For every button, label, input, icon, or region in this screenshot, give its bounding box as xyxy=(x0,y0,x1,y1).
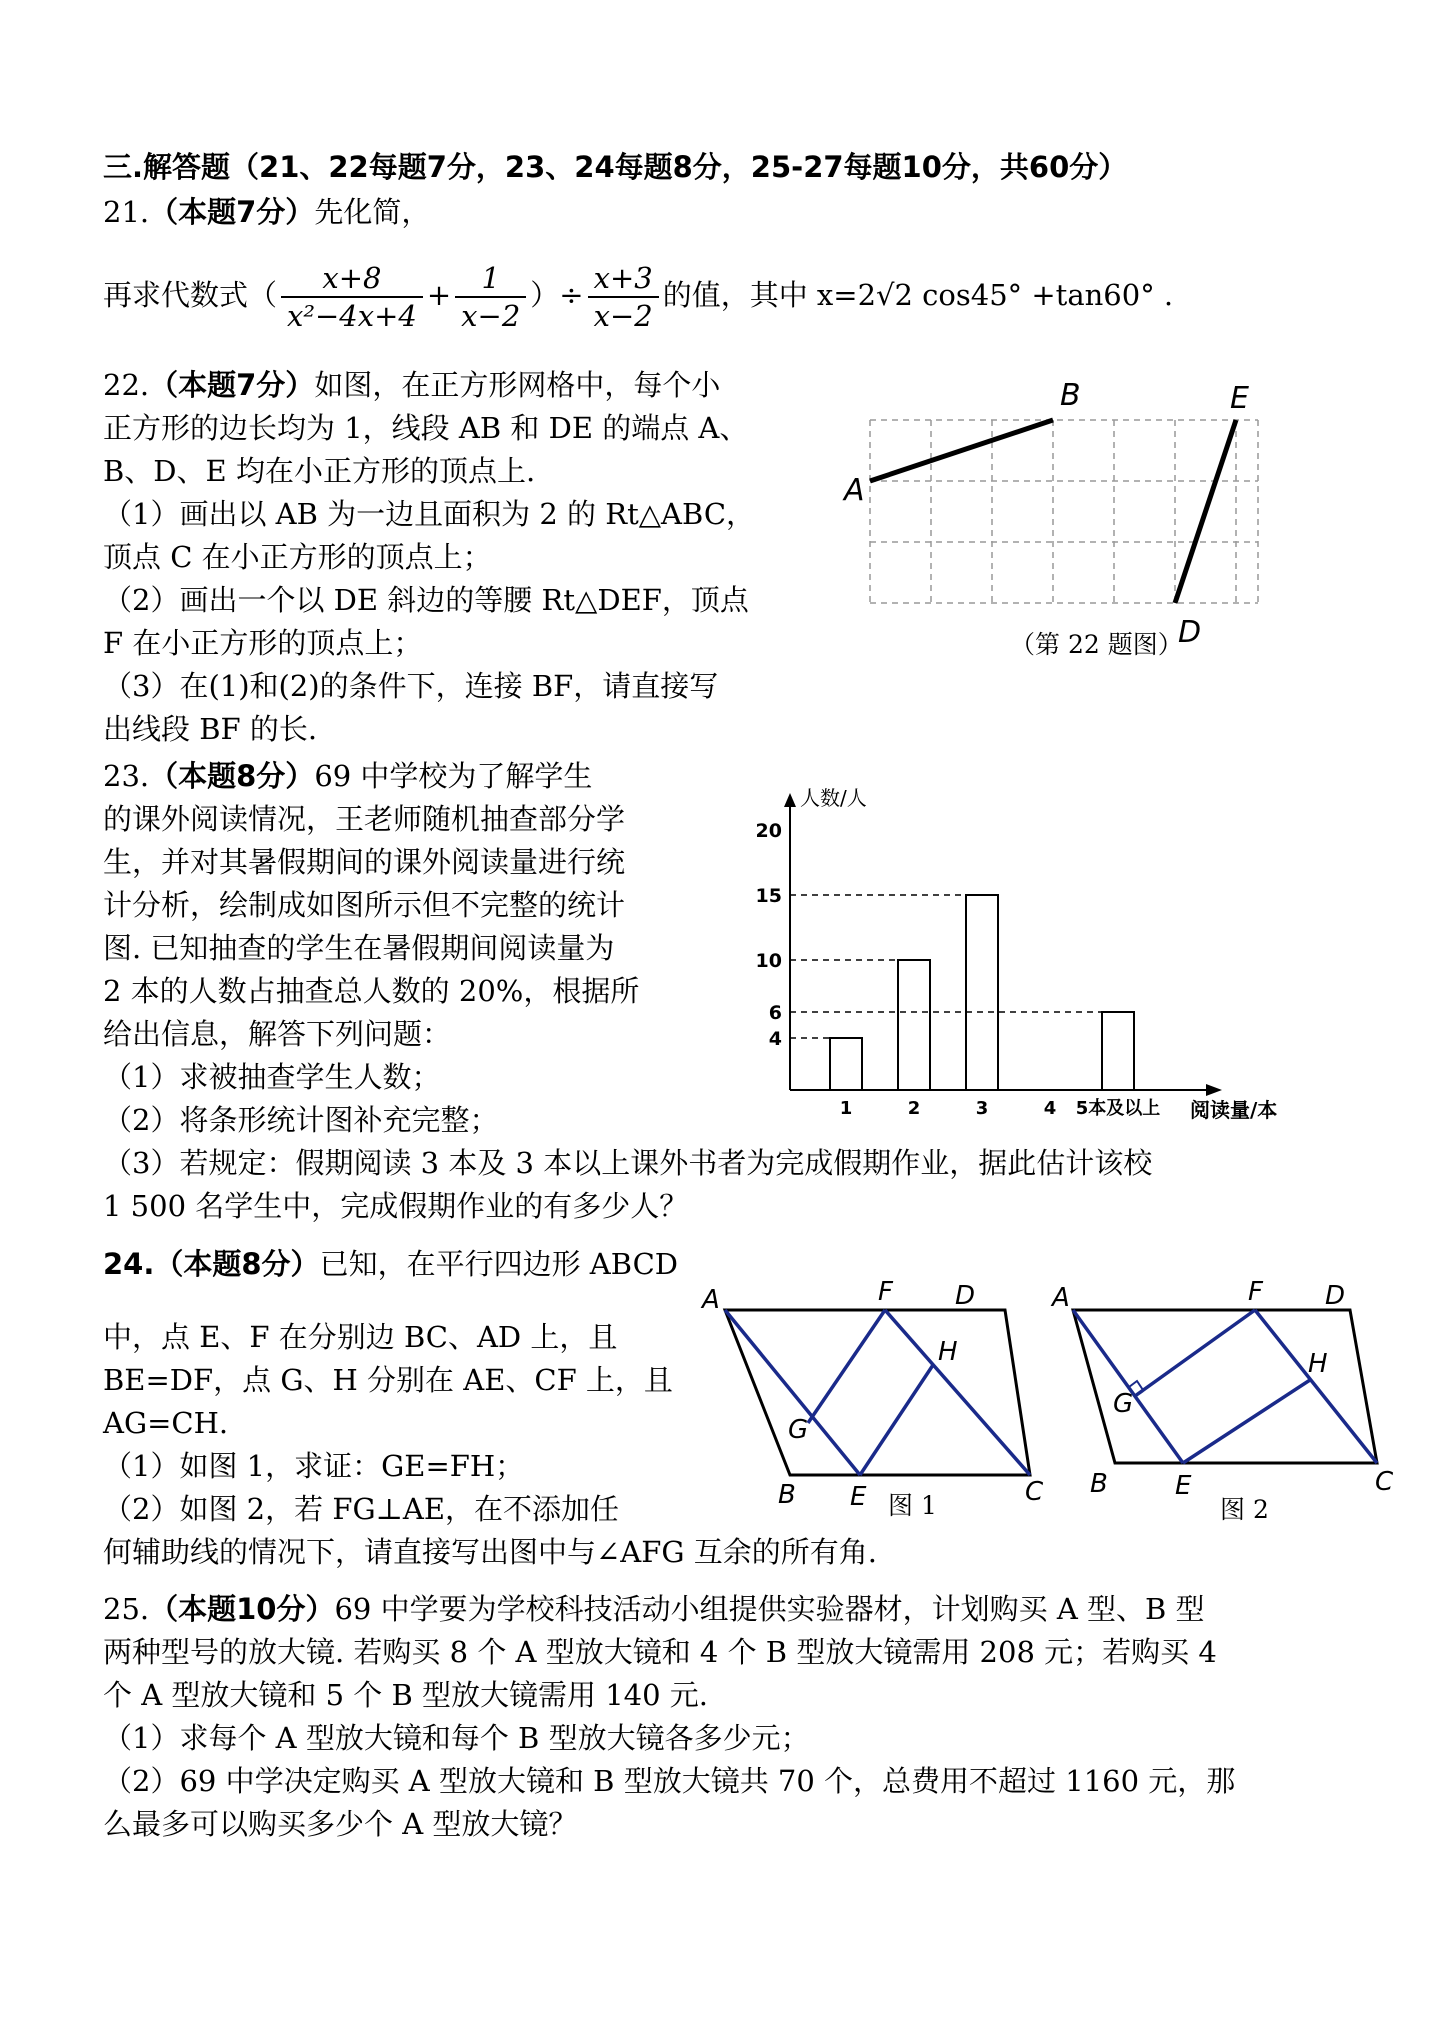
figure-2-caption: 图 2 xyxy=(1220,1495,1269,1524)
y-axis-label: 人数/人 xyxy=(800,786,867,810)
label-b: B xyxy=(1060,378,1081,413)
q22-line-1: 正方形的边长均为 1，线段 AB 和 DE 的端点 A、 xyxy=(103,411,749,445)
frac3-denominator: x−2 xyxy=(593,299,653,333)
segment-gf xyxy=(808,1310,885,1423)
q23-points: （本题8分） xyxy=(149,759,315,793)
q24-points: （本题8分） xyxy=(154,1247,320,1281)
q23-line-9: （3）若规定：假期阅读 3 本及 3 本以上课外书者为完成假期作业，据此估计该校 xyxy=(103,1146,1153,1180)
fig2-segment-cf xyxy=(1255,1310,1377,1463)
q24-line-6: 何辅助线的情况下，请直接写出图中与∠AFG 互余的所有角. xyxy=(103,1535,877,1569)
x-tick-label: 3 xyxy=(975,1098,989,1119)
q23-line-6: 给出信息，解答下列问题： xyxy=(103,1017,452,1051)
y-tick-label: 10 xyxy=(755,950,782,972)
q21-number: 21. xyxy=(103,195,150,229)
q22-points: （本题7分） xyxy=(149,368,315,402)
q25-number: 25. xyxy=(103,1592,150,1626)
segment-de xyxy=(1175,420,1236,603)
figure-1-caption: 图 1 xyxy=(888,1491,937,1520)
q25-line-2: 个 A 型放大镜和 5 个 B 型放大镜需用 140 元. xyxy=(103,1678,709,1712)
bar xyxy=(1102,1012,1134,1090)
q23-line-8: （2）将条形统计图补充完整； xyxy=(103,1103,499,1137)
y-axis-arrow xyxy=(784,793,796,807)
x-axis-label: 阅读量/本 xyxy=(1190,1098,1278,1122)
q21-suffix: 的值，其中 x=2√2 cos45° +tan60° . xyxy=(662,278,1174,312)
fig2-segment-eh xyxy=(1183,1380,1310,1463)
plus-sign: + xyxy=(426,278,452,312)
q21-frac-1 xyxy=(281,260,423,334)
q23-text: 69 中学校为了解学生 xyxy=(314,759,593,793)
q22-line-7: （3）在(1)和(2)的条件下，连接 BF，请直接写 xyxy=(103,669,719,703)
fig2-label-c: C xyxy=(1375,1467,1394,1497)
q21-prefix: 再求代数式（ xyxy=(103,278,278,312)
q22-grid-figure xyxy=(830,370,1300,650)
q22-line-0 xyxy=(103,366,720,404)
fig1-label-c: C xyxy=(1025,1477,1044,1507)
label-a: A xyxy=(844,473,865,508)
y-tick-label: 15 xyxy=(755,885,782,907)
q24-number: 24. xyxy=(103,1247,155,1281)
fig2-label-h: H xyxy=(1308,1349,1328,1379)
fig1-label-b: B xyxy=(778,1480,796,1510)
q23-number: 23. xyxy=(103,759,150,793)
fig1-label-e: E xyxy=(850,1482,867,1510)
frac1-denominator: x²−4x+4 xyxy=(287,299,417,333)
q22-number: 22. xyxy=(103,368,150,402)
fig2-segment-ae xyxy=(1073,1310,1183,1463)
q25-text: 69 中学要为学校科技活动小组提供实验器材，计划购买 A 型、B 型 xyxy=(334,1592,1205,1626)
q21-points: （本题7分） xyxy=(149,195,315,229)
q23-line-4: 图. 已知抽查的学生在暑假期间阅读量为 xyxy=(103,931,615,965)
q25-line-5: 么最多可以购买多少个 A 型放大镜？ xyxy=(103,1807,578,1841)
fig1-label-a: A xyxy=(702,1285,720,1315)
q25-line-0 xyxy=(103,1590,1205,1628)
y-tick-label: 6 xyxy=(768,1002,782,1024)
q24-line-2: BE=DF，点 G、H 分别在 AE、CF 上，且 xyxy=(103,1363,673,1397)
segment-eh xyxy=(860,1365,933,1475)
q22-line-4: 顶点 C 在小正方形的顶点上； xyxy=(103,540,492,574)
q21-line-1 xyxy=(103,193,430,231)
q25-points: （本题10分） xyxy=(149,1592,335,1626)
fig1-label-d: D xyxy=(955,1281,976,1311)
y-tick-label: 20 xyxy=(755,820,782,842)
q25-line-4: （2）69 中学决定购买 A 型放大镜和 B 型放大镜共 70 个，总费用不超过 1160 元，那 xyxy=(103,1764,1236,1798)
frac3-numerator: x+3 xyxy=(588,260,659,298)
fig2-segment-gf xyxy=(1135,1310,1255,1396)
frac1-numerator: x+8 xyxy=(281,260,423,298)
q23-line-10: 1 500 名学生中，完成假期作业的有多少人？ xyxy=(103,1189,689,1223)
q21-expression xyxy=(103,257,1173,334)
fig2-label-a: A xyxy=(1052,1283,1070,1313)
x-tick-label: 5本及以上 xyxy=(1075,1098,1161,1119)
q21-frac-3 xyxy=(588,260,659,334)
q23-line-5: 2 本的人数占抽查总人数的 20%，根据所 xyxy=(103,974,640,1008)
q22-figure-caption: （第 22 题图） xyxy=(1010,630,1183,659)
q24-line-0 xyxy=(103,1245,678,1283)
q21-text: 先化简， xyxy=(314,195,431,229)
q23-line-2: 生，并对其暑假期间的课外阅读量进行统 xyxy=(103,845,626,879)
bar xyxy=(830,1038,862,1090)
label-d: D xyxy=(1178,615,1202,650)
q22-line-5: （2）画出一个以 DE 斜边的等腰 Rt△DEF，顶点 xyxy=(103,583,749,617)
q21-frac-2 xyxy=(455,260,526,334)
x-tick-label: 2 xyxy=(907,1098,921,1119)
fig1-label-h: H xyxy=(938,1337,958,1367)
q24-text: 已知，在平行四边形 ABCD xyxy=(319,1247,679,1281)
q25-line-1: 两种型号的放大镜. 若购买 8 个 A 型放大镜和 4 个 B 型放大镜需用 208 元；若购买 4 xyxy=(103,1635,1217,1669)
x-axis-arrow xyxy=(1206,1084,1222,1096)
q24-line-1: 中，点 E、F 在分别边 BC、AD 上，且 xyxy=(103,1320,618,1354)
q24-line-5: （2）如图 2，若 FG⊥AE，在不添加任 xyxy=(103,1492,620,1526)
q22-line-6: F 在小正方形的顶点上； xyxy=(103,626,423,660)
q23-line-3: 计分析，绘制成如图所示但不完整的统计 xyxy=(103,888,626,922)
divide-sign: ）÷ xyxy=(530,278,584,312)
q24-line-4: （1）如图 1，求证：GE=FH； xyxy=(103,1449,525,1483)
q23-line-7: （1）求被抽查学生人数； xyxy=(103,1060,441,1094)
fig2-label-e: E xyxy=(1175,1471,1192,1501)
fig2-label-g: G xyxy=(1113,1389,1134,1419)
frac2-numerator: 1 xyxy=(455,260,526,298)
reading-bar-chart xyxy=(740,785,1300,1130)
fig1-label-f: F xyxy=(878,1277,893,1307)
q24-line-3: AG=CH. xyxy=(103,1406,229,1440)
x-tick-label: 1 xyxy=(839,1098,853,1119)
q25-line-3: （1）求每个 A 型放大镜和每个 B 型放大镜各多少元； xyxy=(103,1721,810,1755)
q22-line-2: B、D、E 均在小正方形的顶点上. xyxy=(103,454,536,488)
fig2-label-d: D xyxy=(1325,1281,1346,1311)
y-tick-label: 4 xyxy=(768,1028,782,1050)
chart-axes xyxy=(784,786,1277,1122)
segment-ab xyxy=(870,420,1053,481)
q22-line-3: （1）画出以 AB 为一边且面积为 2 的 Rt△ABC， xyxy=(103,497,756,531)
segment-ae xyxy=(725,1310,860,1475)
fig2-label-b: B xyxy=(1090,1469,1108,1499)
frac2-denominator: x−2 xyxy=(461,299,521,333)
q22-text: 如图，在正方形网格中，每个小 xyxy=(314,368,721,402)
grid-lines xyxy=(870,420,1258,603)
q24-figure-2 xyxy=(1040,1270,1400,1510)
bar xyxy=(966,895,998,1090)
q23-line-0 xyxy=(103,757,592,795)
x-tick-label: 4 xyxy=(1043,1098,1057,1119)
fig1-label-g: G xyxy=(788,1415,809,1445)
bar xyxy=(898,960,930,1090)
label-e: E xyxy=(1230,381,1249,416)
fig2-label-f: F xyxy=(1248,1277,1263,1307)
q24-figure-1 xyxy=(700,1270,1050,1510)
section-heading: 三.解答题（21、22每题7分，23、24每题8分，25-27每题10分，共60分） xyxy=(103,150,1128,184)
q22-line-8: 出线段 BF 的长. xyxy=(103,712,318,746)
q23-line-1: 的课外阅读情况，王老师随机抽查部分学 xyxy=(103,802,626,836)
